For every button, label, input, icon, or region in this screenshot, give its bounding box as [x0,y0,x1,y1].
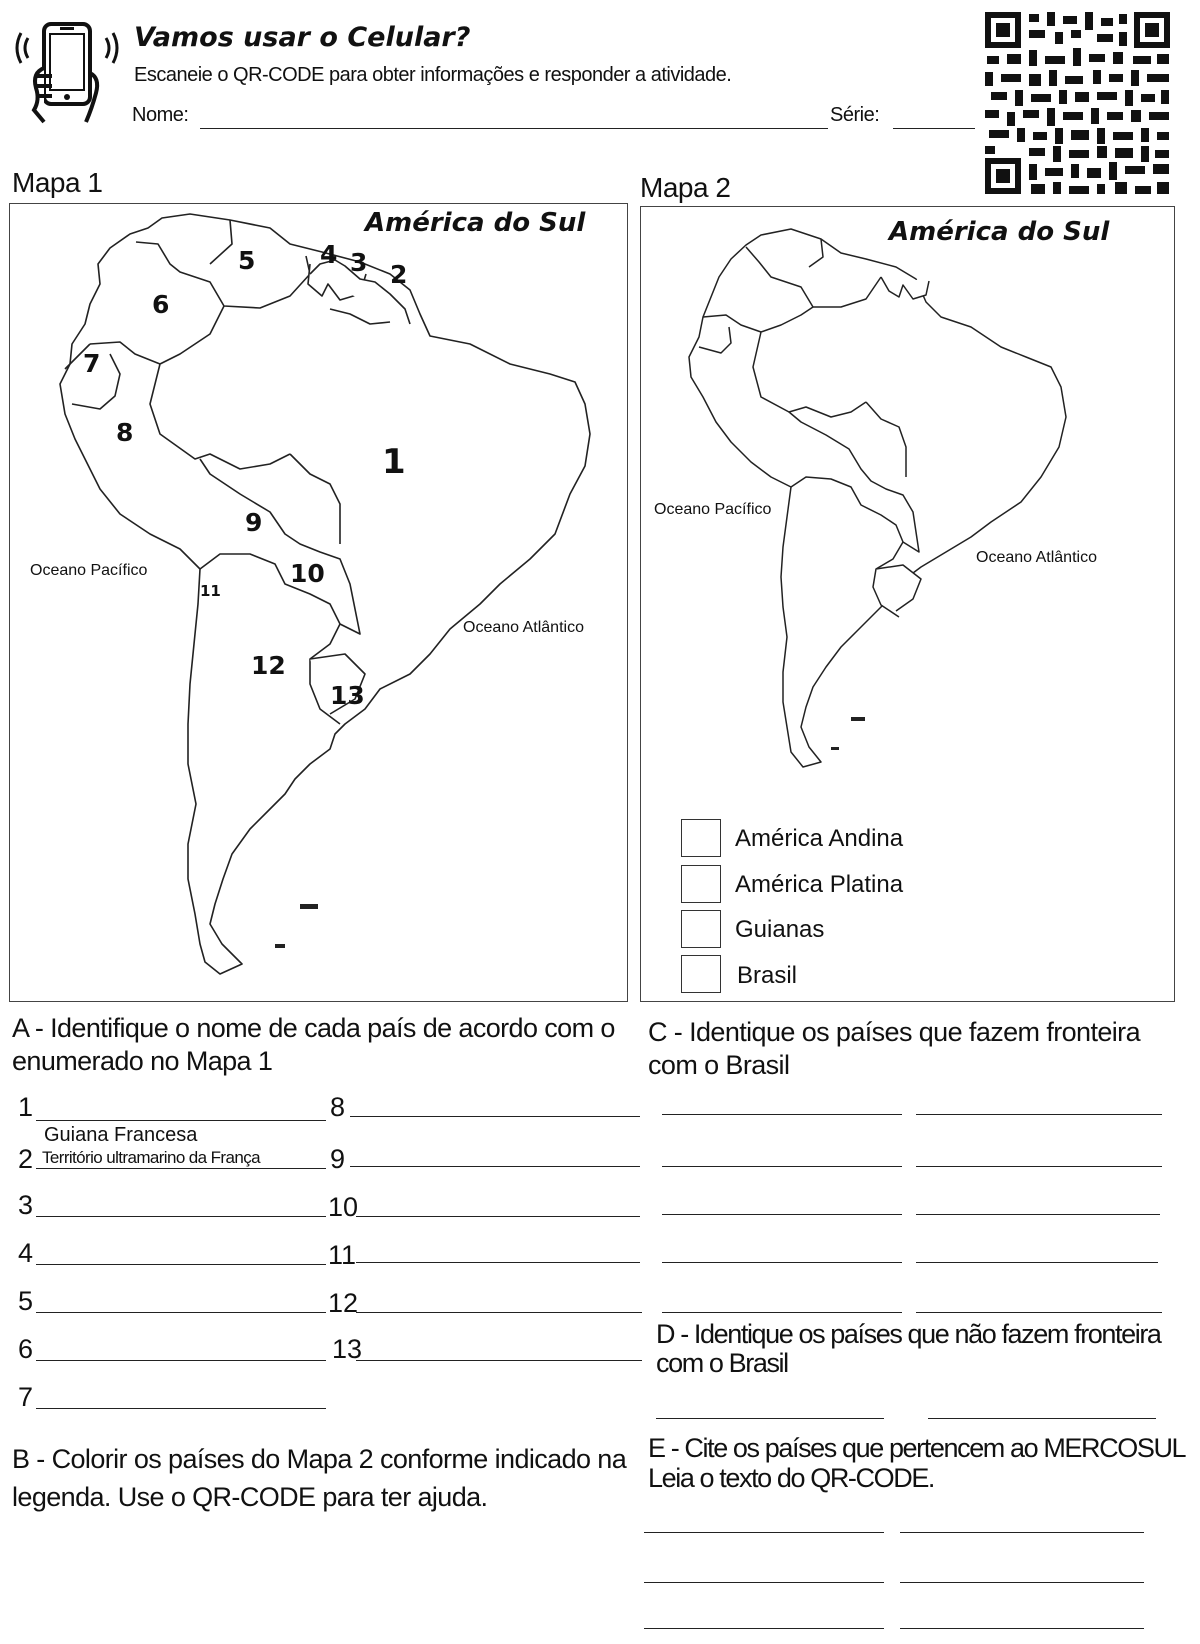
map1-number-11: 11 [200,582,221,600]
answer-a-number-10: 10 [328,1192,359,1222]
map1-continent-outline [10,204,627,1001]
answer-c-field-3[interactable] [662,1166,902,1167]
answer-a-field-1[interactable] [36,1120,326,1121]
map1-number-12: 12 [251,651,286,680]
answer-c-field-10[interactable] [916,1312,1162,1313]
map2-frame [640,206,1175,1002]
map1-frame [9,203,628,1002]
map2-title: América do Sul [889,217,1110,247]
question-b: B - Colorir os países do Mapa 2 conforme indicado na legenda. Use o QR-CODE para ter ajuda. [12,1444,627,1512]
legend-checkbox-andina[interactable] [681,819,721,857]
answer-c-field-6[interactable] [916,1214,1160,1215]
answer-a-number-4: 4 [18,1238,34,1268]
answer-c-field-1[interactable] [662,1114,902,1115]
example-answer-line1: Guiana Francesa [44,1124,198,1146]
answer-a-field-2[interactable] [36,1168,326,1169]
map1-number-8: 8 [116,418,134,447]
answer-a-number-9: 9 [330,1144,346,1174]
name-label: Nome: [132,104,189,126]
map1-number-13: 13 [330,681,365,710]
answer-a-field-3[interactable] [36,1216,326,1217]
map1-pacific-label: Oceano Pacífico [30,562,148,579]
answer-e-field-2[interactable] [900,1532,1144,1533]
answer-c-field-2[interactable] [916,1114,1162,1115]
answer-a-field-8[interactable] [350,1116,640,1117]
answer-a-field-9[interactable] [350,1166,640,1167]
legend-label-andina: América Andina [735,825,904,852]
answer-a-field-11[interactable] [356,1262,640,1263]
map1-number-3: 3 [350,248,368,277]
answer-c-field-7[interactable] [662,1262,902,1263]
name-field[interactable] [200,128,828,129]
answer-c-field-9[interactable] [662,1312,902,1313]
answer-a-field-5[interactable] [36,1312,326,1313]
question-e-line2: Leia o texto do QR-CODE. [648,1463,935,1493]
answer-a-field-4[interactable] [36,1264,326,1265]
map2-atlantic-label: Oceano Atlântico [976,549,1097,566]
answer-a-number-6: 6 [18,1334,34,1364]
answer-e-field-6[interactable] [900,1628,1144,1629]
answer-a-number-12: 12 [328,1288,359,1318]
question-c: C - Identique os países que fazem fronteira com o Brasil [648,1017,1140,1080]
map1-number-5: 5 [238,246,256,275]
question-d: D - Identique os países que não fazem fronteira com o Brasil [656,1319,1161,1378]
map2-label: Mapa 2 [640,172,731,203]
answer-c-field-4[interactable] [916,1166,1162,1167]
answer-c-field-5[interactable] [662,1214,902,1215]
answer-a-field-6[interactable] [36,1360,326,1361]
qr-code-icon[interactable] [985,12,1170,194]
map1-title: América do Sul [365,208,586,238]
map1-number-9: 9 [245,508,263,537]
instruction-text: Escaneie o QR-CODE para obter informações e responder a atividade. [134,64,732,86]
legend-label-guianas: Guianas [735,916,825,943]
legend-checkbox-platina[interactable] [681,865,721,903]
answer-a-field-12[interactable] [356,1312,642,1313]
answer-a-field-7[interactable] [36,1408,326,1409]
answer-e-field-3[interactable] [644,1582,884,1583]
answer-d-field-1[interactable] [656,1418,884,1419]
answer-a-number-11: 11 [328,1240,357,1270]
map2-pacific-label: Oceano Pacífico [654,501,772,518]
answer-a-number-1: 1 [18,1092,34,1122]
map1-number-10: 10 [290,559,325,588]
question-a: A - Identifique o nome de cada país de acordo com o enumerado no Mapa 1 [12,1013,615,1076]
answer-a-field-13[interactable] [356,1360,642,1361]
answer-e-field-1[interactable] [644,1532,884,1533]
map1-label: Mapa 1 [12,167,103,198]
answer-c-field-8[interactable] [916,1262,1158,1263]
map1-number-2: 2 [390,260,408,289]
map1-number-4: 4 [320,240,338,269]
example-answer-line2: Território ultramarino da França [42,1148,260,1167]
answer-a-number-7: 7 [18,1382,34,1412]
map1-number-7: 7 [83,349,101,378]
grade-label: Série: [830,104,880,126]
answer-a-number-13: 13 [332,1334,363,1364]
map1-number-1: 1 [382,442,406,482]
phone-signal-icon [14,18,122,128]
question-e-line1: E - Cite os países que pertencem ao MERCOSUL [648,1433,1186,1463]
map1-atlantic-label: Oceano Atlântico [463,619,584,636]
answer-e-field-4[interactable] [900,1582,1144,1583]
answer-d-field-2[interactable] [928,1418,1156,1419]
legend-checkbox-brasil[interactable] [681,955,721,993]
map1-number-6: 6 [152,290,170,319]
answer-a-field-10[interactable] [356,1216,640,1217]
page-title: Vamos usar o Celular? [134,22,471,53]
answer-e-field-5[interactable] [644,1628,884,1629]
legend-label-brasil: Brasil [737,962,798,989]
legend-checkbox-guianas[interactable] [681,910,721,948]
grade-field[interactable] [893,128,975,129]
answer-a-number-2: 2 [18,1144,34,1174]
legend-label-platina: América Platina [735,871,904,898]
answer-a-number-5: 5 [18,1286,34,1316]
answer-a-number-8: 8 [330,1092,346,1122]
answer-a-number-3: 3 [18,1190,34,1220]
